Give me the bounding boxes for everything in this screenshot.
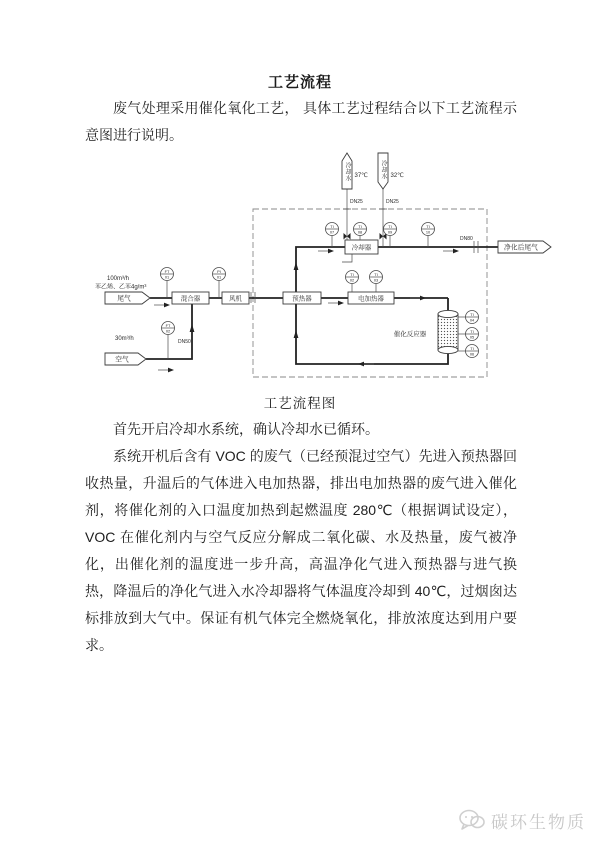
instrument-ft-02 (162, 322, 175, 360)
arrow-left-return-line (358, 362, 374, 367)
cooling-in-temp: 32℃ (390, 173, 404, 179)
cooler (345, 240, 378, 254)
instrument-ti-10 (422, 223, 435, 248)
cooling-water-in-banner (378, 153, 404, 205)
instrument-ti-02 (346, 271, 359, 293)
cooling-in-label: 冷却水 (380, 160, 386, 180)
svg-text:TI: TI (470, 346, 474, 351)
cooling-out-temp: 37℃ (354, 173, 368, 179)
document-title: 工艺流程 (267, 74, 332, 91)
preheater (283, 292, 321, 304)
svg-text:01: 01 (164, 274, 170, 280)
cooling-in-dn: DN25 (386, 199, 399, 205)
instrument-ti-03 (370, 271, 383, 293)
air-rate: 30m³/h (115, 336, 134, 342)
svg-text:05: 05 (469, 334, 475, 340)
wechat-icon (459, 809, 485, 831)
svg-text:08: 08 (357, 229, 363, 235)
electric-heater (348, 292, 394, 304)
svg-text:FT: FT (164, 269, 170, 274)
svg-text:TI: TI (374, 272, 378, 277)
figure-caption: 工艺流程图 (263, 396, 337, 411)
arrow-up-bottom-riser (294, 330, 299, 338)
svg-text:01: 01 (216, 274, 222, 280)
svg-text:TI: TI (426, 224, 430, 229)
watermark-text: 碳环生物质 (491, 812, 586, 832)
process-flow-diagram (80, 150, 555, 400)
svg-text:09: 09 (387, 229, 393, 235)
svg-text:07: 07 (329, 229, 335, 235)
outlet-flag-label: 净化后尾气 (504, 244, 538, 252)
arrow-right-air (158, 368, 174, 373)
reactor-label: 催化反应器 (393, 331, 427, 338)
arrow-right-tail-gas (154, 303, 170, 308)
instrument-ti-05 (458, 328, 479, 341)
outlet-dn: DN80 (460, 236, 473, 242)
tail-gas-rate: 100m³/h (107, 276, 130, 282)
svg-text:03: 03 (373, 277, 379, 283)
mixer (172, 292, 209, 304)
instrument-ti-04 (458, 311, 479, 324)
tail-gas-inlet (95, 276, 150, 304)
svg-text:02: 02 (349, 277, 355, 283)
arrow-right-cooler-line (318, 249, 334, 254)
flow-arrows (154, 249, 459, 373)
process-paragraph: 系统开机后含有 VOC 的废气（已经预混过空气）先进入预热器回收热量，升温后的气体进入电加热器，排出电加热器的废气进入催化剂，将催化剂的入口温度加热到起燃温度 280℃（根据调试设定），VOC 在催化剂内与空气反应分解成二氧化碳、水及热量，废气被净化，出催化剂的温度进一步升高，高温净化气进入预热器与进气换热，降温后的净化气进入水冷却器将气体温度冷却到 40℃，过烟囱达标排放到大气中。保证有机气体完全燃烧氧化，排放浓度达到用户要求。 (85, 448, 517, 653)
arrow-right-outlet (443, 249, 459, 254)
svg-text:10: 10 (425, 229, 431, 235)
arrow-right-heater-outlet (410, 296, 426, 301)
svg-text:02: 02 (165, 328, 171, 334)
air-flag-label: 空气 (115, 356, 129, 364)
instrument-ti-07 (326, 223, 339, 248)
instrument-ti-08 (354, 223, 367, 241)
svg-text:TI: TI (470, 329, 474, 334)
svg-text:FT: FT (165, 323, 171, 328)
fan (222, 292, 249, 304)
cooling-out-dn: DN25 (350, 199, 363, 205)
tail-gas-flag-label: 尾气 (117, 295, 131, 303)
svg-text:04: 04 (469, 317, 475, 323)
preheater-label: 预热器 (292, 295, 312, 303)
svg-text:06: 06 (469, 351, 475, 357)
catalytic-reactor (394, 310, 458, 353)
instrument-ti-06 (458, 345, 479, 358)
air-dn: DN50 (178, 339, 191, 345)
svg-text:TI: TI (388, 224, 392, 229)
watermark (459, 807, 586, 833)
heater-label: 电加热器 (358, 295, 384, 303)
arrow-right-after-preheater (328, 301, 344, 306)
arrow-up-top-riser (294, 262, 299, 270)
svg-text:TI: TI (470, 312, 474, 317)
svg-text:TI: TI (350, 272, 354, 277)
svg-text:TI: TI (358, 224, 362, 229)
svg-text:TI: TI (330, 224, 334, 229)
mixer-label: 混合器 (180, 295, 201, 303)
cooling-paragraph: 首先开启冷却水系统，确认冷却水已循环。 (113, 421, 379, 437)
fan-label: 风机 (229, 295, 242, 303)
cooler-label: 冷却器 (351, 244, 372, 252)
svg-text:PI: PI (217, 269, 221, 274)
tail-gas-note: 苯乙烯、乙苯4g/m³ (95, 284, 147, 291)
cooling-water-out-banner (342, 153, 368, 205)
intro-paragraph: 废气处理采用催化氧化工艺， 具体工艺过程结合以下工艺流程示意图进行说明。 (85, 100, 517, 143)
arrow-up-air-riser (190, 324, 195, 332)
cooling-out-label: 冷却水 (344, 162, 350, 182)
air-inlet (105, 336, 191, 365)
